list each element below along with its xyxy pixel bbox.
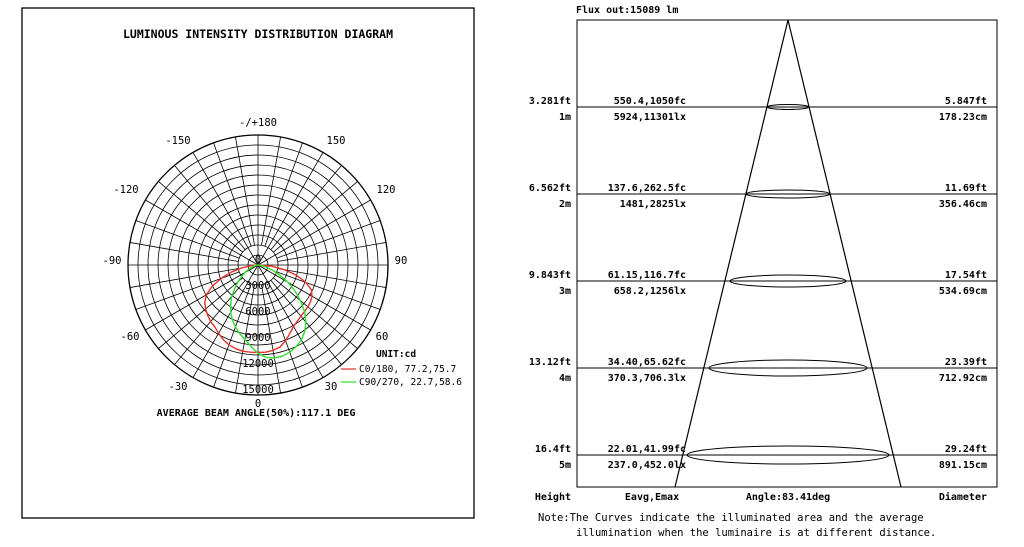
height-m: 1m (558, 112, 571, 123)
illum-fc: 137.6,262.5fc (607, 183, 686, 194)
illum-lx: 370.3,706.3lx (607, 373, 686, 384)
beam-angle-label: AVERAGE BEAM ANGLE(50%):117.1 DEG (156, 408, 356, 419)
height-m: 4m (558, 373, 571, 384)
angle-label-neg150: -150 (165, 135, 191, 147)
angle-label-60: 60 (375, 331, 389, 343)
height-ft: 13.12ft (528, 357, 571, 368)
height-m: 5m (558, 460, 571, 471)
cone-left-edge (675, 20, 788, 487)
row-3m (529, 270, 987, 297)
diameter-ft: 23.39ft (944, 357, 987, 368)
row-5m (535, 444, 987, 471)
radial-label-9000: 9000 (245, 332, 271, 344)
diameter-cm: 356.46cm (938, 199, 987, 210)
radial-label-12000: 12000 (242, 358, 274, 370)
diameter-cm: 891.15cm (938, 460, 987, 471)
illum-lx: 5924,11301lx (613, 112, 686, 123)
illum-fc: 61.15,116.7fc (607, 270, 686, 281)
angle-label-180: -/+180 (239, 117, 277, 129)
illum-lx: 1481,2825lx (619, 199, 686, 210)
angle-label-0: 0 (254, 398, 262, 410)
polar-title: LUMINOUS INTENSITY DISTRIBUTION DIAGRAM (122, 27, 394, 41)
flux-label: Flux out:15089 lm (576, 5, 679, 16)
radial-label-6000: 6000 (245, 306, 271, 318)
diameter-ft: 29.24ft (944, 444, 987, 455)
height-ft: 9.843ft (528, 270, 571, 281)
angle-label-150: 150 (326, 135, 346, 147)
angle-label-neg120: -120 (113, 184, 139, 196)
angle-label-90: 90 (394, 255, 408, 267)
height-m: 3m (558, 286, 571, 297)
angle-label-30: 30 (324, 381, 338, 393)
height-ft: 3.281ft (528, 96, 571, 107)
unit-label: UNIT:cd (376, 349, 417, 360)
legend-c0-label: C0/180, 77.2,75.7 (359, 364, 457, 375)
diameter-ft: 5.847ft (944, 96, 987, 107)
diameter-cm: 534.69cm (938, 286, 987, 297)
illum-fc: 34.40,65.62fc (607, 357, 686, 368)
footer-height: Height (534, 492, 571, 503)
note-line-2: illumination when the luminaire is at different distance. (576, 527, 937, 539)
footer-eavg: Eavg,Emax (624, 492, 680, 503)
note-line-1: Note:The Curves indicate the illuminated area and the average (538, 512, 924, 524)
height-m: 2m (558, 199, 571, 210)
radial-label-3000: 3000 (245, 280, 271, 292)
illum-fc: 550.4,1050fc (613, 96, 686, 107)
angle-label-neg90: -90 (102, 255, 122, 267)
height-ft: 16.4ft (534, 444, 571, 455)
illum-lx: 658.2,1256lx (613, 286, 686, 297)
angle-label-neg30: -30 (168, 381, 188, 393)
height-ft: 6.562ft (528, 183, 571, 194)
cone-frame (577, 20, 997, 487)
diameter-cm: 178.23cm (938, 112, 987, 123)
row-1m (529, 96, 987, 123)
diameter-ft: 11.69ft (944, 183, 987, 194)
radial-label-0: 0 (254, 254, 262, 266)
diameter-ft: 17.54ft (944, 270, 987, 281)
angle-label-120: 120 (376, 184, 396, 196)
diameter-cm: 712.92cm (938, 373, 987, 384)
angle-label-neg60: -60 (120, 331, 140, 343)
illum-lx: 237.0,452.0lx (607, 460, 686, 471)
legend-c90-label: C90/270, 22.7,58.6 (359, 377, 462, 388)
cone-right-edge (788, 20, 901, 487)
illum-fc: 22.01,41.99fc (607, 444, 686, 455)
radial-label-15000: 15000 (242, 384, 274, 396)
footer-diameter: Diameter (938, 492, 987, 503)
footer-angle: Angle:83.41deg (745, 492, 831, 503)
